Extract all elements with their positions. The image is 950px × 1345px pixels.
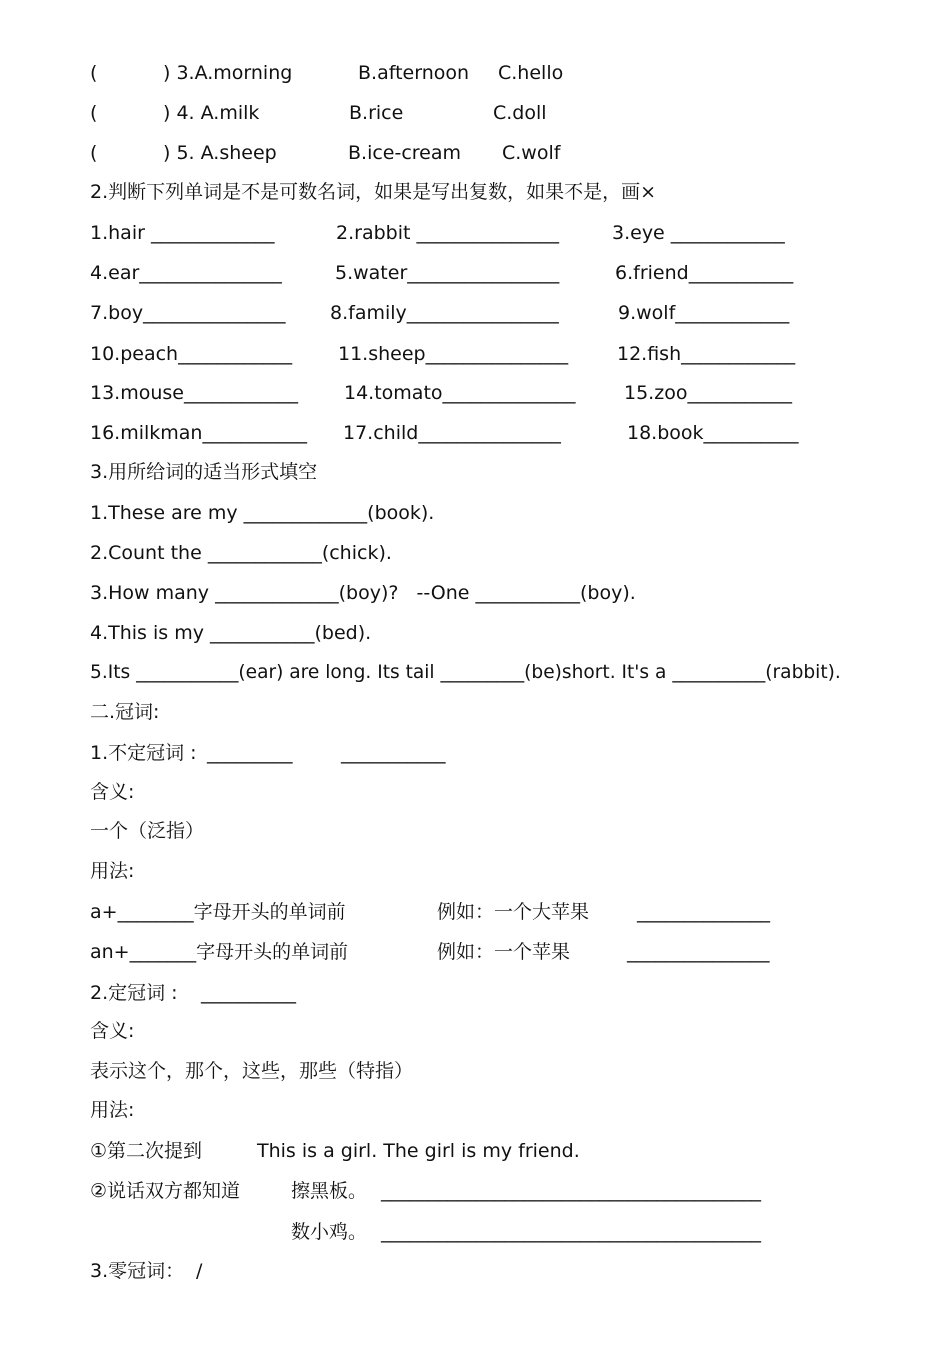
- mc-option-b: B.rice: [349, 102, 404, 124]
- usage-2-example: 擦黑板。: [291, 1180, 368, 1202]
- section-2-title: 2.判断下列单词是不是可数名词，如果是写出复数，如果不是，画×: [90, 181, 657, 203]
- usage-1-example: This is a girl. The girl is my friend.: [257, 1140, 580, 1162]
- usage-2-blank: ________________________________________: [381, 1180, 761, 1202]
- a-example-blank: ______________: [637, 901, 770, 923]
- word-item: 6.friend___________: [615, 262, 794, 284]
- indefinite-blank: _________: [207, 742, 293, 764]
- word-item: 18.book__________: [627, 422, 799, 444]
- definite-meaning: 表示这个，那个，这些，那些（特指）: [90, 1060, 414, 1082]
- word-item: 11.sheep_______________: [338, 343, 569, 365]
- an-rule: an+_______字母开头的单词前: [90, 941, 349, 963]
- mc-option-a: ) 3.A.morning: [163, 62, 293, 84]
- word-item: 3.eye ____________: [612, 222, 785, 244]
- definite-meaning-label: 含义:: [90, 1020, 135, 1042]
- word-item: 2.rabbit _______________: [336, 222, 559, 244]
- mc-option-c: C.hello: [498, 62, 564, 84]
- definite-usage-label: 用法:: [90, 1099, 135, 1121]
- usage-label: 用法:: [90, 860, 135, 882]
- word-item: 16.milkman___________: [90, 422, 307, 444]
- an-example-blank: _______________: [627, 941, 770, 963]
- word-item: 17.child_______________: [343, 422, 561, 444]
- indefinite-article-label: 1.不定冠词 :: [90, 742, 197, 764]
- word-item: 1.hair _____________: [90, 222, 275, 244]
- word-item: 14.tomato______________: [344, 382, 576, 404]
- indefinite-meaning: 一个（泛指）: [90, 820, 205, 842]
- zero-article-label: 3.零冠词：: [90, 1260, 185, 1282]
- an-example: 例如：一个苹果: [437, 941, 571, 963]
- mc-option-c: C.wolf: [502, 142, 561, 164]
- mc-option-b: B.afternoon: [358, 62, 470, 84]
- word-item: 12.fish____________: [617, 343, 796, 365]
- fill-item: 2.Count the ____________(chick).: [90, 542, 392, 564]
- a-example: 例如：一个大苹果: [437, 901, 590, 923]
- word-item: 10.peach____________: [90, 343, 293, 365]
- mc-paren: (: [90, 102, 98, 124]
- word-item: 5.water________________: [335, 262, 560, 284]
- mc-paren: (: [90, 62, 98, 84]
- mc-paren: (: [90, 142, 98, 164]
- usage-2-example: 数小鸡。: [291, 1221, 368, 1243]
- word-item: 7.boy_______________: [90, 302, 286, 324]
- mc-option-a: ) 5. A.sheep: [163, 142, 277, 164]
- articles-heading: 二.冠词:: [90, 701, 160, 723]
- definite-blank: __________: [201, 982, 296, 1004]
- mc-option-a: ) 4. A.milk: [163, 102, 260, 124]
- mc-option-c: C.doll: [493, 102, 547, 124]
- word-item: 9.wolf____________: [618, 302, 790, 324]
- a-rule: a+________字母开头的单词前: [90, 901, 346, 923]
- word-item: 4.ear_______________: [90, 262, 282, 284]
- mc-option-b: B.ice-cream: [348, 142, 462, 164]
- indefinite-blank: ___________: [341, 742, 446, 764]
- usage-2-label: ②说话双方都知道: [90, 1180, 241, 1202]
- word-item: 15.zoo___________: [624, 382, 792, 404]
- section-3-title: 3.用所给词的适当形式填空: [90, 461, 318, 483]
- word-item: 13.mouse____________: [90, 382, 298, 404]
- fill-item: 4.This is my ___________(bed).: [90, 622, 372, 644]
- usage-2-blank: ________________________________________: [381, 1221, 761, 1243]
- fill-item: 3.How many _____________(boy)? --One ___________(boy).: [90, 582, 636, 604]
- fill-item: 1.These are my _____________(book).: [90, 502, 435, 524]
- definite-article-label: 2.定冠词 :: [90, 982, 178, 1004]
- zero-article-value: /: [196, 1260, 203, 1282]
- word-item: 8.family________________: [330, 302, 559, 324]
- usage-1-label: ①第二次提到: [90, 1140, 203, 1162]
- meaning-label: 含义:: [90, 781, 135, 803]
- fill-item: 5.Its ___________(ear) are long. Its tail _________(be)short. It's a __________(rabbit).: [90, 662, 841, 683]
